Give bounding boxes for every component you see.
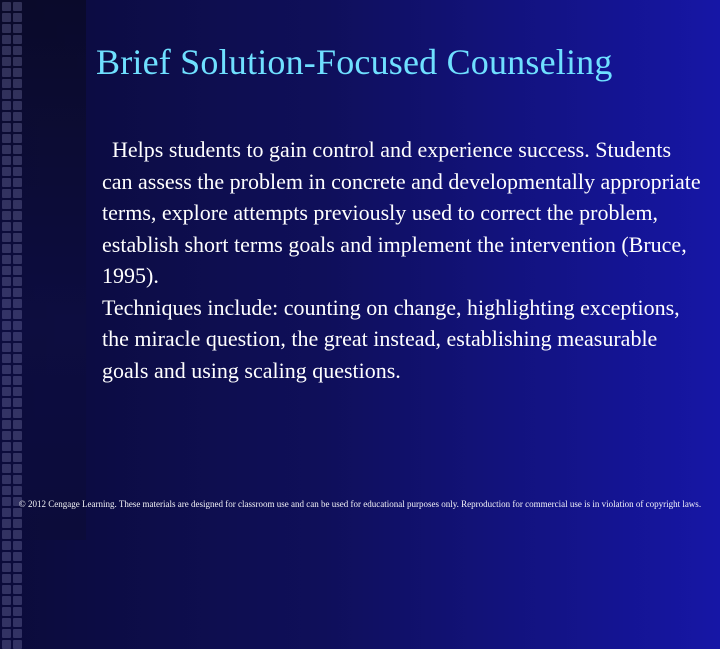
square-icon (2, 376, 11, 385)
square-icon (13, 420, 22, 429)
square-icon (2, 79, 11, 88)
square-icon (2, 57, 11, 66)
square-icon (2, 530, 11, 539)
square-icon (2, 607, 11, 616)
square-icon (13, 321, 22, 330)
square-icon (13, 541, 22, 550)
square-icon (13, 123, 22, 132)
square-icon (2, 398, 11, 407)
square-icon (2, 255, 11, 264)
square-icon (13, 409, 22, 418)
square-icon (13, 519, 22, 528)
square-icon (2, 475, 11, 484)
square-icon (2, 211, 11, 220)
square-icon (2, 266, 11, 275)
square-icon (13, 453, 22, 462)
square-icon (2, 541, 11, 550)
square-icon (13, 57, 22, 66)
square-icon (2, 244, 11, 253)
square-icon (2, 189, 11, 198)
square-icon (13, 266, 22, 275)
square-icon (2, 453, 11, 462)
square-icon (2, 343, 11, 352)
square-icon (13, 90, 22, 99)
square-icon (2, 321, 11, 330)
square-icon (2, 442, 11, 451)
square-icon (13, 618, 22, 627)
square-icon (2, 563, 11, 572)
square-icon (13, 365, 22, 374)
left-decorative-bar (0, 0, 86, 540)
square-icon (13, 574, 22, 583)
square-icon (13, 13, 22, 22)
square-icon (13, 530, 22, 539)
copyright-footer: © 2012 Cengage Learning. These materials are designed for classroom use and can be used for educational purposes only. Reproduction for commercial use is in violation of copyright laws. (18, 499, 702, 509)
body-paragraph-1: Helps students to gain control and experience success. Students can assess the problem in concrete and developmentally appropriate terms, explore attempts previously used to correct the problem, establish short terms goals and implement the intervention (Bruce, 1995). (102, 137, 701, 288)
square-pattern (0, 0, 22, 540)
square-icon (13, 343, 22, 352)
square-icon (2, 101, 11, 110)
square-icon (13, 156, 22, 165)
square-icon (13, 79, 22, 88)
square-icon (13, 134, 22, 143)
square-icon (2, 299, 11, 308)
square-icon (13, 475, 22, 484)
square-icon (2, 156, 11, 165)
square-icon (13, 376, 22, 385)
square-icon (13, 299, 22, 308)
square-icon (13, 167, 22, 176)
square-icon (2, 574, 11, 583)
square-icon (2, 123, 11, 132)
square-icon (2, 46, 11, 55)
square-icon (13, 112, 22, 121)
square-icon (13, 310, 22, 319)
square-icon (13, 233, 22, 242)
square-icon (2, 178, 11, 187)
square-icon (13, 222, 22, 231)
square-icon (2, 640, 11, 649)
square-icon (13, 464, 22, 473)
square-icon (13, 101, 22, 110)
square-icon (2, 68, 11, 77)
square-icon (13, 200, 22, 209)
square-icon (2, 464, 11, 473)
slide-body (102, 134, 702, 386)
square-icon (2, 222, 11, 231)
square-icon (13, 46, 22, 55)
square-icon (13, 398, 22, 407)
square-icon (13, 178, 22, 187)
square-icon (2, 596, 11, 605)
square-icon (13, 486, 22, 495)
square-icon (13, 585, 22, 594)
square-icon (13, 255, 22, 264)
square-icon (2, 277, 11, 286)
square-icon (13, 277, 22, 286)
body-paragraph-2: Techniques include: counting on change, highlighting exceptions, the miracle question, the great instead, establishing measurable goals and using scaling questions. (102, 294, 680, 383)
square-icon (13, 211, 22, 220)
square-icon (2, 332, 11, 341)
square-icon (13, 68, 22, 77)
square-icon (13, 288, 22, 297)
square-icon (2, 629, 11, 638)
square-icon (13, 24, 22, 33)
square-icon (2, 365, 11, 374)
square-icon (2, 24, 11, 33)
square-icon (2, 167, 11, 176)
square-icon (2, 145, 11, 154)
square-icon (13, 189, 22, 198)
square-icon (13, 431, 22, 440)
square-icon (2, 310, 11, 319)
square-icon (2, 90, 11, 99)
square-icon (2, 2, 11, 11)
square-icon (2, 585, 11, 594)
square-icon (13, 35, 22, 44)
square-icon (13, 629, 22, 638)
square-icon (13, 332, 22, 341)
square-icon (2, 409, 11, 418)
square-icon (2, 387, 11, 396)
square-icon (2, 519, 11, 528)
square-icon (13, 145, 22, 154)
square-icon (13, 354, 22, 363)
square-icon (2, 354, 11, 363)
square-icon (2, 134, 11, 143)
square-icon (2, 112, 11, 121)
square-icon (13, 2, 22, 11)
square-icon (2, 35, 11, 44)
square-icon (13, 596, 22, 605)
square-icon (13, 387, 22, 396)
square-icon (13, 244, 22, 253)
square-icon (13, 442, 22, 451)
square-icon (13, 552, 22, 561)
square-icon (2, 420, 11, 429)
slide-title: Brief Solution-Focused Counseling (96, 42, 613, 82)
square-icon (2, 288, 11, 297)
square-icon (13, 563, 22, 572)
square-icon (2, 552, 11, 561)
square-icon (2, 431, 11, 440)
square-icon (13, 640, 22, 649)
square-icon (2, 13, 11, 22)
square-icon (2, 486, 11, 495)
square-icon (13, 607, 22, 616)
square-icon (2, 200, 11, 209)
square-icon (2, 233, 11, 242)
square-icon (2, 618, 11, 627)
